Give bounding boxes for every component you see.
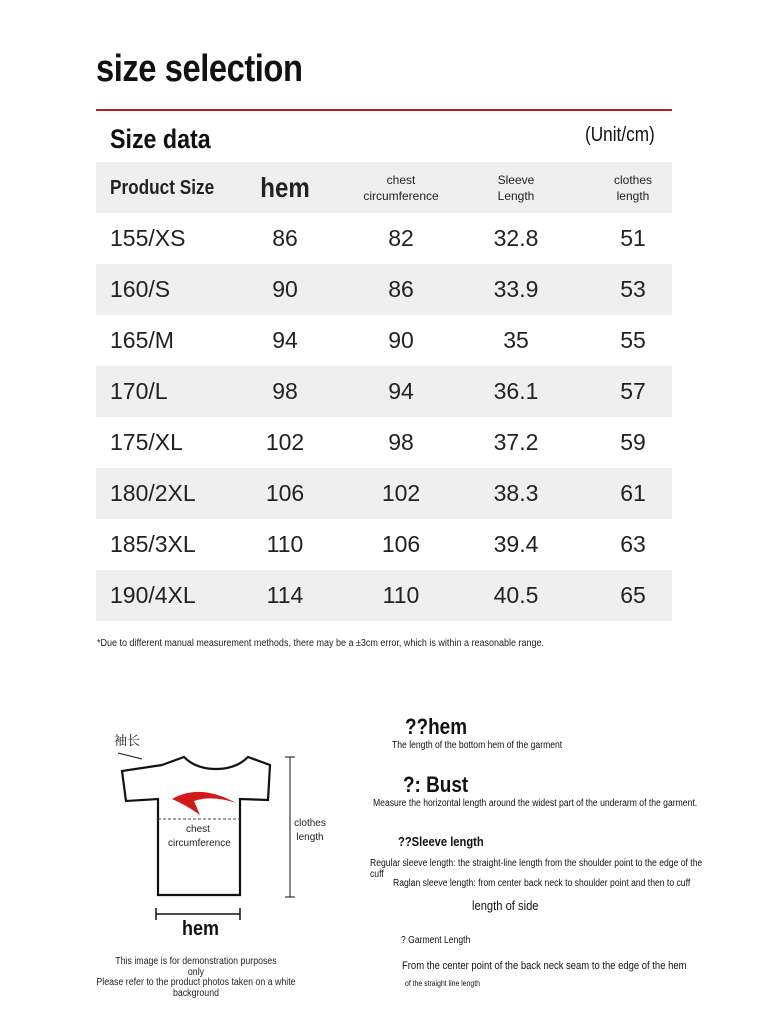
sleeve-label: 袖长: [114, 733, 141, 748]
table-row: [96, 468, 672, 519]
cell-size: 180/2XL: [110, 480, 196, 506]
cell-chest: 90: [388, 327, 414, 353]
cell-clothes-length: 59: [620, 429, 646, 455]
hem-label: hem: [182, 918, 220, 940]
cell-sleeve: 33.9: [493, 276, 539, 302]
measurement-note: *Due to different manual measurement methods, there may be a ±3cm error, which is within a reasonable range.: [97, 638, 545, 649]
cell-clothes-length: 63: [620, 531, 646, 557]
cell-chest: 82: [388, 225, 414, 251]
table-row: [96, 315, 672, 366]
header-sleeve: Sleeve Length: [497, 172, 535, 203]
cell-size: 175/XL: [110, 429, 183, 455]
table-header-row: [96, 162, 672, 213]
title-divider: [96, 109, 672, 111]
sleeve-arrow-icon: [118, 753, 142, 759]
table-row: [96, 366, 672, 417]
cell-sleeve: 38.3: [493, 480, 539, 506]
size-table: [96, 162, 672, 621]
sleeve-def-title: ??Sleeve length: [398, 834, 484, 849]
table-row: [96, 213, 672, 264]
cell-size: 165/M: [110, 327, 174, 353]
garment-def-title: ? Garment Length: [401, 935, 471, 946]
cell-clothes-length: 65: [620, 582, 646, 608]
cell-clothes-length: 53: [620, 276, 646, 302]
cell-sleeve: 36.1: [493, 378, 539, 404]
caption-refer: Please refer to the product photos taken on a white background: [96, 977, 296, 999]
table-row: [96, 417, 672, 468]
cell-clothes-length: 55: [620, 327, 646, 353]
unit-label: (Unit/cm): [585, 124, 655, 146]
bust-def-desc: Measure the horizontal length around the widest part of the underarm of the garment.: [373, 798, 698, 809]
cell-hem: 90: [272, 276, 298, 302]
cell-hem: 110: [266, 531, 304, 557]
table-row: [96, 264, 672, 315]
table-row: [96, 519, 672, 570]
cell-hem: 98: [272, 378, 298, 404]
cell-chest: 98: [388, 429, 414, 455]
cell-chest: 102: [381, 480, 421, 506]
cell-size: 185/3XL: [110, 531, 196, 557]
cell-clothes-length: 61: [620, 480, 646, 506]
cell-sleeve: 37.2: [493, 429, 539, 455]
cell-sleeve: 32.8: [493, 225, 539, 251]
header-hem: hem: [260, 171, 310, 203]
header-product-size: Product Size: [110, 176, 215, 199]
cell-size: 190/4XL: [110, 582, 196, 608]
hem-def-desc: The length of the bottom hem of the garment: [392, 740, 563, 751]
cell-sleeve: 39.4: [493, 531, 539, 557]
cell-chest: 94: [388, 378, 414, 404]
cell-chest: 86: [388, 276, 414, 302]
cell-hem: 106: [265, 480, 305, 506]
sleeve-def-desc1: Regular sleeve length: the straight-line length from the shoulder point to the edge of the cuff: [370, 858, 703, 880]
cell-hem: 94: [272, 327, 298, 353]
cell-sleeve: 40.5: [493, 582, 539, 608]
cell-hem: 102: [265, 429, 305, 455]
cell-hem: 114: [266, 582, 304, 608]
sleeve-def-desc2: Raglan sleeve length: from center back neck to shoulder point and then to cuff: [393, 878, 691, 889]
cell-clothes-length: 51: [620, 225, 646, 251]
cell-size: 160/S: [110, 276, 171, 302]
clothes-length-label: clothes length: [294, 818, 326, 843]
garment-def-desc: From the center point of the back neck seam to the edge of the hem: [402, 960, 687, 972]
table-row: [96, 570, 672, 621]
cell-clothes-length: 57: [620, 378, 646, 404]
sleeve-def-desc3: length of side: [472, 898, 539, 913]
cell-size: 155/XS: [110, 225, 186, 251]
chest-label: chest circumference: [168, 824, 231, 849]
section-subtitle: Size data: [110, 124, 211, 154]
cell-hem: 86: [272, 225, 298, 251]
cell-sleeve: 35: [503, 327, 529, 353]
header-clothes-length: clothes length: [613, 172, 653, 203]
garment-def-desc2: of the straight line length: [405, 979, 480, 988]
cell-size: 170/L: [110, 378, 168, 404]
caption-demo: This image is for demonstration purposes only: [115, 956, 277, 978]
header-chest: chest circumference: [363, 172, 439, 203]
bust-def-title: ?: Bust: [403, 772, 469, 797]
cell-chest: 106: [381, 531, 421, 557]
cell-chest: 110: [382, 582, 420, 608]
page-title: size selection: [96, 48, 303, 90]
hem-def-title: ??hem: [405, 714, 468, 739]
